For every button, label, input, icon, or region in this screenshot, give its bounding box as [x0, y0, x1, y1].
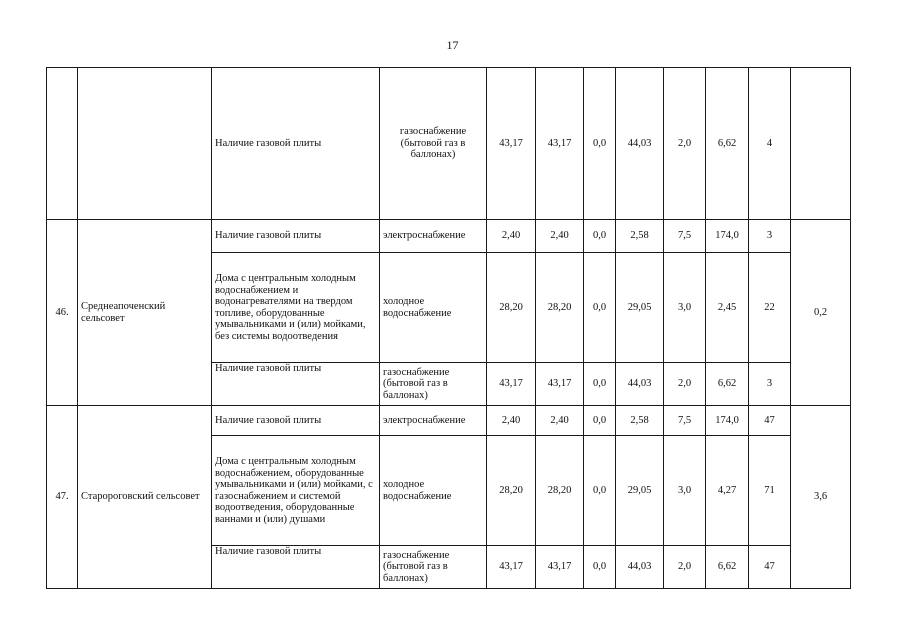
row-value: 43,17: [536, 68, 584, 220]
row-value: 43,17: [487, 68, 536, 220]
row-value: 174,0: [706, 220, 749, 253]
row-value: 0,0: [584, 253, 616, 363]
row-description: Дома с центральным холодным водоснабжением и водонагревателями на твердом топливе, оборудованные умывальниками и (или) мойками, без системы водоотведения: [212, 253, 380, 363]
group-index: [47, 68, 78, 220]
row-value: 29,05: [616, 436, 664, 546]
row-value: 4,27: [706, 436, 749, 546]
row-value: 44,03: [616, 68, 664, 220]
page-number: 17: [446, 38, 459, 52]
group-index: 47.: [47, 406, 78, 589]
row-service: газоснабжение (бытовой газ в баллонах): [380, 546, 487, 589]
row-description: Наличие газовой плиты: [212, 406, 380, 436]
row-value: 174,0: [706, 406, 749, 436]
row-count: 3: [749, 363, 791, 406]
row-value: 2,0: [664, 363, 706, 406]
row-value: 7,5: [664, 406, 706, 436]
row-count: 22: [749, 253, 791, 363]
row-value: 2,40: [536, 406, 584, 436]
row-value: 2,0: [664, 546, 706, 589]
row-value: 2,58: [616, 220, 664, 253]
row-value: 28,20: [536, 436, 584, 546]
row-value: 2,40: [487, 406, 536, 436]
row-value: 28,20: [487, 436, 536, 546]
row-value: 2,45: [706, 253, 749, 363]
tariff-table: [46, 67, 851, 589]
row-value: 43,17: [487, 363, 536, 406]
table-row: [47, 68, 851, 220]
row-value: 3,0: [664, 253, 706, 363]
row-service: холодное водоснабжение: [380, 436, 487, 546]
row-value: 0,0: [584, 363, 616, 406]
row-value: 44,03: [616, 363, 664, 406]
row-count: 47: [749, 546, 791, 589]
row-description: Наличие газовой плиты: [212, 68, 380, 220]
group-name: Старороговский сельсовет: [78, 406, 212, 589]
row-value: 28,20: [487, 253, 536, 363]
row-service: холодное водоснабжение: [380, 253, 487, 363]
group-total: 0,2: [791, 220, 851, 406]
group-index: 46.: [47, 220, 78, 406]
row-description: Наличие газовой плиты: [212, 546, 380, 589]
row-count: 3: [749, 220, 791, 253]
group-name: [78, 68, 212, 220]
row-service: электроснабжение: [380, 406, 487, 436]
row-value: 2,0: [664, 68, 706, 220]
row-value: 43,17: [536, 363, 584, 406]
group-total: 3,6: [791, 406, 851, 589]
row-value: 43,17: [487, 546, 536, 589]
group-name: Среднеапоченский сельсовет: [78, 220, 212, 406]
row-service: газоснабжение (бытовой газ в баллонах): [380, 68, 487, 220]
row-value: 6,62: [706, 68, 749, 220]
row-service: электроснабжение: [380, 220, 487, 253]
row-description: Наличие газовой плиты: [212, 363, 380, 406]
row-description: Дома с центральным холодным водоснабжением, оборудованные умывальниками и (или) мойками, с газоснабжением и системой водоотведения, оборудованные ваннами и (или) душами: [212, 436, 380, 546]
row-value: 3,0: [664, 436, 706, 546]
row-value: 6,62: [706, 546, 749, 589]
row-value: 0,0: [584, 436, 616, 546]
row-service: газоснабжение (бытовой газ в баллонах): [380, 363, 487, 406]
table-row: [47, 406, 851, 436]
row-value: 2,40: [487, 220, 536, 253]
row-value: 0,0: [584, 406, 616, 436]
row-value: 2,58: [616, 406, 664, 436]
row-value: 28,20: [536, 253, 584, 363]
row-description: Наличие газовой плиты: [212, 220, 380, 253]
row-value: 43,17: [536, 546, 584, 589]
row-value: 29,05: [616, 253, 664, 363]
row-value: 0,0: [584, 220, 616, 253]
row-value: 44,03: [616, 546, 664, 589]
row-value: 7,5: [664, 220, 706, 253]
row-value: 0,0: [584, 546, 616, 589]
row-count: 4: [749, 68, 791, 220]
row-value: 6,62: [706, 363, 749, 406]
table-row: [47, 220, 851, 253]
row-value: 2,40: [536, 220, 584, 253]
row-count: 47: [749, 406, 791, 436]
row-count: 71: [749, 436, 791, 546]
row-value: 0,0: [584, 68, 616, 220]
group-total: [791, 68, 851, 220]
